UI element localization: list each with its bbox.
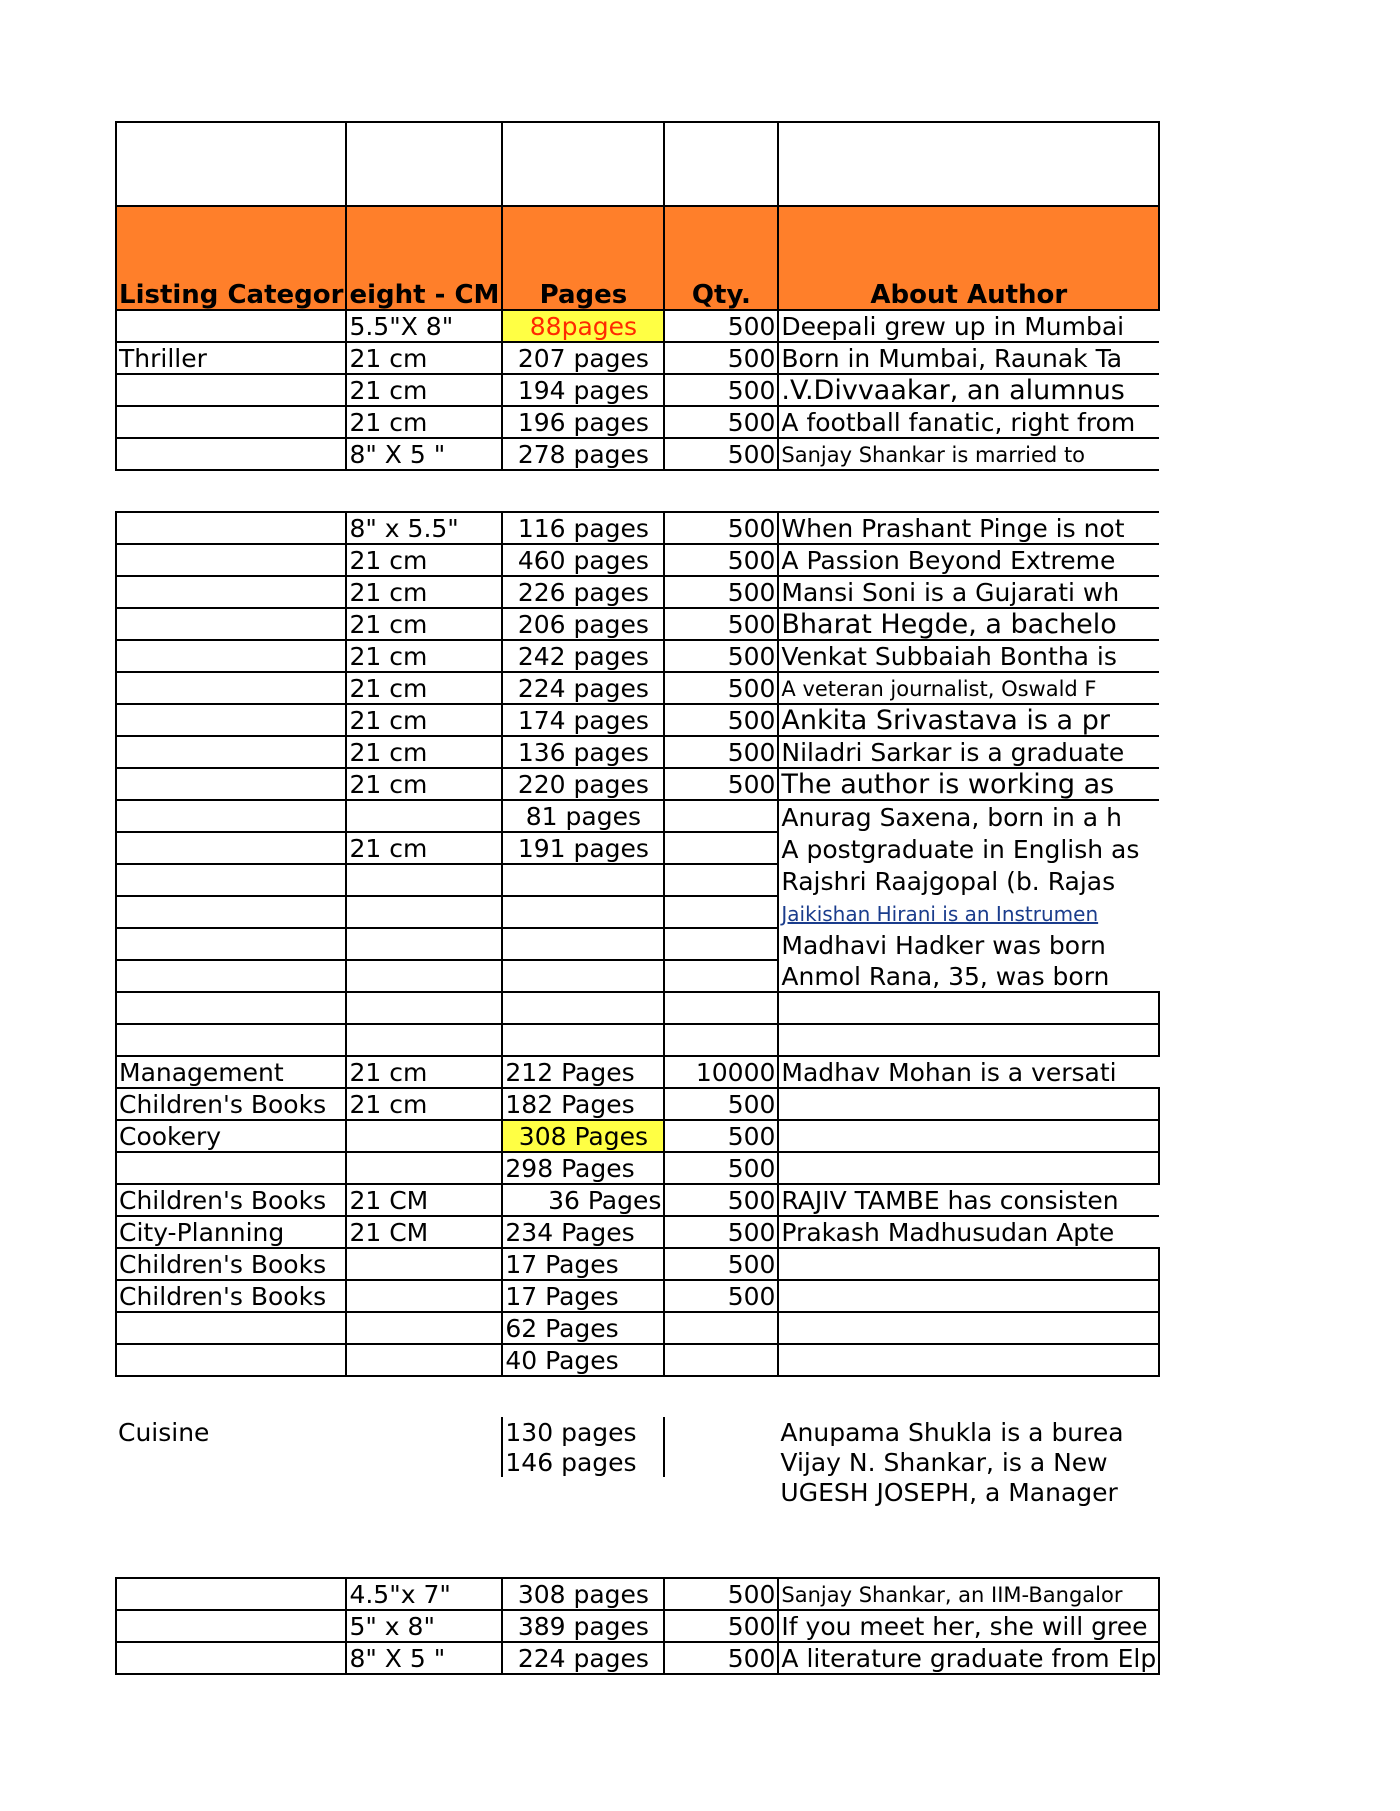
table-row — [116, 608, 1159, 640]
qty-cell: 10000 — [664, 1056, 778, 1088]
height-cell: 8" X 5 " — [346, 438, 502, 470]
about-author-cell — [778, 1248, 1159, 1280]
height-cell: 21 cm — [346, 1056, 502, 1088]
about-author-cell: The author is working as — [778, 768, 1159, 800]
category-cell: Thriller — [116, 342, 346, 374]
pages-cell: 278 pages — [502, 438, 664, 470]
category-cell — [116, 1024, 346, 1056]
about-author-cell — [778, 1120, 1159, 1152]
table-row — [116, 672, 1159, 704]
height-cell: 21 cm — [346, 736, 502, 768]
qty-cell — [664, 1477, 778, 1507]
qty-cell: 500 — [664, 342, 778, 374]
book-table — [115, 121, 1160, 1675]
qty-cell: 500 — [664, 544, 778, 576]
blank-cell — [502, 122, 664, 206]
category-cell — [116, 672, 346, 704]
about-author-cell — [778, 1312, 1159, 1344]
table-row — [116, 736, 1159, 768]
about-author-cell — [778, 1280, 1159, 1312]
about-author-cell — [778, 1088, 1159, 1120]
about-author-cell: Deepali grew up in Mumbai — [778, 310, 1159, 342]
pages-cell: 130 pages — [502, 1417, 664, 1447]
pages-cell: 17 Pages — [502, 1280, 664, 1312]
qty-cell — [664, 1417, 778, 1447]
header-row — [116, 206, 1159, 310]
table-row — [116, 512, 1159, 544]
about-author-cell: Rajshri Raajgopal (b. Rajas — [778, 864, 1159, 896]
table-row — [116, 1610, 1159, 1642]
table-row — [116, 896, 1159, 928]
spacer-cell — [778, 470, 1159, 512]
pages-cell: 308 Pages — [502, 1120, 664, 1152]
pages-cell — [502, 992, 664, 1024]
about-author-cell: Mansi Soni is a Gujarati wh — [778, 576, 1159, 608]
category-cell — [116, 704, 346, 736]
pages-cell: 389 pages — [502, 1610, 664, 1642]
height-cell: 21 cm — [346, 406, 502, 438]
about-author-cell: Venkat Subbaiah Bontha is — [778, 640, 1159, 672]
pages-cell: 174 pages — [502, 704, 664, 736]
category-cell — [116, 1344, 346, 1376]
pages-cell — [502, 1024, 664, 1056]
table-row — [116, 1184, 1159, 1216]
pages-cell: 460 pages — [502, 544, 664, 576]
pages-cell: 242 pages — [502, 640, 664, 672]
about-author-cell: Madhavi Hadker was born — [778, 928, 1159, 960]
qty-cell — [664, 864, 778, 896]
pages-cell: 298 Pages — [502, 1152, 664, 1184]
height-cell: 21 cm — [346, 768, 502, 800]
category-cell — [116, 832, 346, 864]
height-cell — [346, 1344, 502, 1376]
pages-cell: 224 pages — [502, 672, 664, 704]
table-row — [116, 768, 1159, 800]
category-cell — [116, 608, 346, 640]
qty-cell: 500 — [664, 1248, 778, 1280]
pages-cell: 196 pages — [502, 406, 664, 438]
about-author-cell: Anmol Rana, 35, was born — [778, 960, 1159, 992]
table-row — [116, 992, 1159, 1024]
category-cell — [116, 864, 346, 896]
height-cell — [346, 1417, 502, 1447]
category-cell — [116, 1152, 346, 1184]
table-row — [116, 374, 1159, 406]
about-author-cell: .V.Divvaakar, an alumnus — [778, 374, 1159, 406]
spacer-cell — [778, 1507, 1159, 1578]
about-author-cell: Niladri Sarkar is a graduate — [778, 736, 1159, 768]
group-spacer — [116, 1376, 1159, 1417]
qty-cell: 500 — [664, 576, 778, 608]
height-cell — [346, 1248, 502, 1280]
height-cell — [346, 896, 502, 928]
height-cell: 8" x 5.5" — [346, 512, 502, 544]
height-cell: 5.5"X 8" — [346, 310, 502, 342]
table-row — [116, 832, 1159, 864]
category-cell — [116, 1477, 346, 1507]
table-row — [116, 704, 1159, 736]
spacer-cell — [116, 1507, 346, 1578]
table-row — [116, 960, 1159, 992]
qty-cell — [664, 928, 778, 960]
qty-cell — [664, 992, 778, 1024]
height-cell: 21 cm — [346, 704, 502, 736]
column-header: eight - CM — [346, 206, 502, 310]
qty-cell: 500 — [664, 768, 778, 800]
qty-cell: 500 — [664, 1152, 778, 1184]
pages-cell: 206 pages — [502, 608, 664, 640]
table-row — [116, 544, 1159, 576]
category-cell: Cuisine — [118, 1418, 210, 1447]
pages-cell — [502, 960, 664, 992]
about-author-cell: Anupama Shukla is a burea — [780, 1418, 1124, 1447]
pages-cell: 40 Pages — [502, 1344, 664, 1376]
about-author-cell: Prakash Madhusudan Apte — [778, 1216, 1159, 1248]
qty-cell: 500 — [664, 1088, 778, 1120]
qty-cell: 500 — [664, 512, 778, 544]
qty-cell: 500 — [664, 438, 778, 470]
category-cell — [116, 768, 346, 800]
category-cell — [116, 374, 346, 406]
height-cell: 8" X 5 " — [346, 1642, 502, 1674]
spacer-cell — [116, 1376, 346, 1417]
about-author-cell: A literature graduate from Elp — [778, 1642, 1159, 1674]
height-cell: 21 cm — [346, 544, 502, 576]
table-row — [116, 1248, 1159, 1280]
qty-cell: 500 — [664, 374, 778, 406]
qty-cell: 500 — [664, 406, 778, 438]
qty-cell — [664, 1344, 778, 1376]
category-cell — [116, 1312, 346, 1344]
category-cell — [116, 1447, 346, 1477]
pages-cell: 220 pages — [502, 768, 664, 800]
pages-cell: 116 pages — [502, 512, 664, 544]
pages-cell — [502, 896, 664, 928]
pages-cell: 146 pages — [502, 1447, 664, 1477]
spacer-cell — [116, 470, 346, 512]
qty-cell — [664, 960, 778, 992]
pages-cell: 17 Pages — [502, 1248, 664, 1280]
pages-cell: 207 pages — [502, 342, 664, 374]
category-cell — [116, 512, 346, 544]
qty-cell: 500 — [664, 704, 778, 736]
qty-cell: 500 — [664, 640, 778, 672]
category-cell — [116, 800, 346, 832]
qty-cell — [664, 1024, 778, 1056]
height-cell — [346, 800, 502, 832]
qty-cell — [664, 896, 778, 928]
about-author-cell: If you meet her, she will gree — [778, 1610, 1159, 1642]
height-cell: 21 cm — [346, 672, 502, 704]
spacer-cell — [502, 1376, 664, 1417]
table-row — [116, 1447, 1159, 1477]
spacer-cell — [346, 1376, 502, 1417]
about-author-cell: UGESH JOSEPH, a Manager — [780, 1478, 1118, 1507]
pages-cell: 88pages — [502, 310, 664, 342]
about-author-cell: Sanjay Shankar, an IIM-Bangalor — [778, 1578, 1159, 1610]
pages-cell: 224 pages — [502, 1642, 664, 1674]
qty-cell: 500 — [664, 1642, 778, 1674]
category-cell — [116, 992, 346, 1024]
blank-cell — [664, 122, 778, 206]
spacer-cell — [502, 1507, 664, 1578]
about-author-cell: Anurag Saxena, born in a h — [778, 800, 1159, 832]
qty-cell: 500 — [664, 1280, 778, 1312]
height-cell: 21 cm — [346, 832, 502, 864]
height-cell: 4.5"x 7" — [346, 1578, 502, 1610]
spacer-cell — [346, 470, 502, 512]
pages-cell — [502, 1477, 664, 1507]
table-row — [116, 1216, 1159, 1248]
height-cell — [346, 864, 502, 896]
pages-cell: 182 Pages — [502, 1088, 664, 1120]
about-author-cell: When Prashant Pinge is not — [778, 512, 1159, 544]
spacer-cell — [664, 1376, 778, 1417]
category-cell: Management — [116, 1056, 346, 1088]
height-cell: 21 CM — [346, 1216, 502, 1248]
table-row — [116, 928, 1159, 960]
category-cell — [116, 406, 346, 438]
pages-cell: 136 pages — [502, 736, 664, 768]
height-cell — [346, 1447, 502, 1477]
category-cell — [116, 1610, 346, 1642]
category-cell — [116, 1578, 346, 1610]
table-row — [116, 640, 1159, 672]
about-author-cell: Jaikishan Hirani is an Instrumen — [778, 896, 1159, 928]
pages-cell: 36 Pages — [502, 1184, 664, 1216]
table-row — [116, 1120, 1159, 1152]
group-spacer — [116, 1507, 1159, 1578]
category-cell — [116, 576, 346, 608]
table-row — [116, 438, 1159, 470]
table-row — [116, 1417, 1159, 1447]
table-row — [116, 1280, 1159, 1312]
about-author-cell: Sanjay Shankar is married to — [778, 438, 1159, 470]
table-row — [116, 406, 1159, 438]
qty-cell: 500 — [664, 1578, 778, 1610]
spacer-cell — [778, 1376, 1159, 1417]
category-cell — [116, 736, 346, 768]
category-cell: Cookery — [116, 1120, 346, 1152]
height-cell — [346, 928, 502, 960]
table-row — [116, 1056, 1159, 1088]
spacer-cell — [664, 470, 778, 512]
pages-cell: 212 Pages — [502, 1056, 664, 1088]
blank-cell — [346, 122, 502, 206]
table-row — [116, 1024, 1159, 1056]
about-author-cell: RAJIV TAMBE has consisten — [778, 1184, 1159, 1216]
qty-cell: 500 — [664, 1216, 778, 1248]
pages-cell: 81 pages — [502, 800, 664, 832]
qty-cell — [664, 1447, 778, 1477]
spacer-cell — [346, 1507, 502, 1578]
qty-cell: 500 — [664, 1184, 778, 1216]
pages-cell: 194 pages — [502, 374, 664, 406]
table-row — [116, 310, 1159, 342]
about-author-cell: Madhav Mohan is a versati — [778, 1056, 1159, 1088]
about-author-cell: A postgraduate in English as — [778, 832, 1159, 864]
height-cell: 21 cm — [346, 374, 502, 406]
pages-cell — [502, 928, 664, 960]
category-cell — [116, 640, 346, 672]
height-cell — [346, 1280, 502, 1312]
height-cell: 21 CM — [346, 1184, 502, 1216]
category-cell: City-Planning — [116, 1216, 346, 1248]
table-row — [116, 1578, 1159, 1610]
category-cell — [116, 960, 346, 992]
table-row — [116, 576, 1159, 608]
category-cell: Children's Books — [116, 1280, 346, 1312]
table-row — [116, 1088, 1159, 1120]
column-header: About Author — [778, 206, 1159, 310]
table-row — [116, 800, 1159, 832]
pages-cell: 234 Pages — [502, 1216, 664, 1248]
blank-cell — [778, 122, 1159, 206]
height-cell: 5" x 8" — [346, 1610, 502, 1642]
qty-cell: 500 — [664, 310, 778, 342]
table-row — [116, 342, 1159, 374]
table-row — [116, 1477, 1159, 1507]
pages-cell: 62 Pages — [502, 1312, 664, 1344]
about-author-cell: Ankita Srivastava is a pr — [778, 704, 1159, 736]
about-author-cell: A Passion Beyond Extreme — [778, 544, 1159, 576]
category-cell — [116, 928, 346, 960]
height-cell — [346, 960, 502, 992]
qty-cell — [664, 1312, 778, 1344]
height-cell — [346, 992, 502, 1024]
category-cell: Children's Books — [116, 1088, 346, 1120]
qty-cell — [664, 832, 778, 864]
about-author-cell: Born in Mumbai, Raunak Ta — [778, 342, 1159, 374]
about-author-cell — [778, 1344, 1159, 1376]
spreadsheet — [115, 121, 1160, 1675]
about-author-cell: A veteran journalist, Oswald F — [778, 672, 1159, 704]
blank-header-row — [116, 122, 1159, 206]
table-row — [116, 864, 1159, 896]
qty-cell: 500 — [664, 736, 778, 768]
height-cell — [346, 1477, 502, 1507]
category-cell: Children's Books — [116, 1184, 346, 1216]
table-row — [116, 1344, 1159, 1376]
category-cell: Children's Books — [116, 1248, 346, 1280]
height-cell: 21 cm — [346, 342, 502, 374]
blank-cell — [116, 122, 346, 206]
column-header: Qty. — [664, 206, 778, 310]
height-cell — [346, 1024, 502, 1056]
group-spacer — [116, 470, 1159, 512]
height-cell — [346, 1120, 502, 1152]
category-cell — [116, 896, 346, 928]
pages-cell: 226 pages — [502, 576, 664, 608]
qty-cell: 500 — [664, 672, 778, 704]
height-cell: 21 cm — [346, 640, 502, 672]
about-author-cell — [778, 1024, 1159, 1056]
height-cell: 21 cm — [346, 1088, 502, 1120]
pages-cell: 308 pages — [502, 1578, 664, 1610]
height-cell: 21 cm — [346, 576, 502, 608]
qty-cell — [664, 800, 778, 832]
about-author-cell: Bharat Hegde, a bachelo — [778, 608, 1159, 640]
about-author-cell: Vijay N. Shankar, is a New — [780, 1448, 1108, 1477]
category-cell — [116, 310, 346, 342]
pages-cell: 191 pages — [502, 832, 664, 864]
qty-cell: 500 — [664, 1120, 778, 1152]
table-row — [116, 1312, 1159, 1344]
table-row — [116, 1152, 1159, 1184]
qty-cell: 500 — [664, 608, 778, 640]
category-cell — [116, 544, 346, 576]
height-cell: 21 cm — [346, 608, 502, 640]
spacer-cell — [664, 1507, 778, 1578]
table-row — [116, 1642, 1159, 1674]
column-header: Pages — [502, 206, 664, 310]
about-author-cell: A football fanatic, right from — [778, 406, 1159, 438]
category-cell — [116, 438, 346, 470]
qty-cell: 500 — [664, 1610, 778, 1642]
pages-cell — [502, 864, 664, 896]
height-cell — [346, 1152, 502, 1184]
spacer-cell — [502, 470, 664, 512]
column-header: Listing Categor — [116, 206, 346, 310]
height-cell — [346, 1312, 502, 1344]
about-author-cell — [778, 1152, 1159, 1184]
category-cell — [116, 1642, 346, 1674]
about-author-cell — [778, 992, 1159, 1024]
